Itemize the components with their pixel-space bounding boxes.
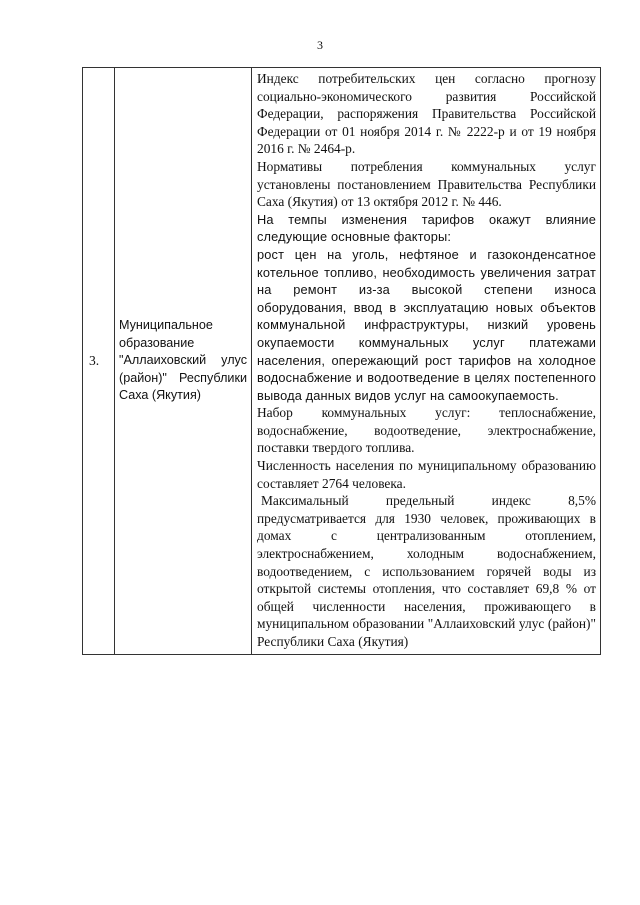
municipality-name: Муниципальное образование "Аллаиховский улус (район)" Республики Саха (Якутия) [119, 318, 247, 403]
paragraph-norms: Нормативы потребления коммунальных услуг установлены постановлением Правительства Республики Саха (Якутия) от 13 октября 2012 г. № 446. [257, 158, 596, 210]
paragraph-cpi: Индекс потребительских цен согласно прогнозу социально-экономического развития Российской Федерации, распоряжения Правительства Российской Федерации от 01 ноября 2014 г. № 2222-р и от 19 ноября 2016 г. № 2464-р. [257, 71, 596, 157]
paragraph-population: Численность населения по муниципальному образованию составляет 2764 человека. [257, 458, 596, 491]
tariff-table [82, 67, 601, 655]
paragraph-max-index: Максимальный предельный индекс 8,5% предусматривается для 1930 человек, проживающих в домах с централизованным отоплением, электроснабжением, холодным водоснабжением, водоотведением, с использованием горячей воды из открытой системы отопления, что составляет 69,8 % от общей численности населения, проживающего в муниципальном образовании "Аллаиховский улус (район)" Республики Саха (Якутия) [257, 493, 596, 649]
paragraph-services: Набор коммунальных услуг: теплоснабжение, водоснабжение, водоотведение, электроснабжение, поставки твердого топлива. [257, 405, 596, 456]
page-number: 3 [317, 38, 323, 52]
municipality-cell [115, 68, 252, 655]
table-row [83, 68, 601, 655]
row-number: 3. [83, 68, 115, 655]
paragraph-factors: рост цен на уголь, нефтяное и газоконденсатное котельное топливо, необходимость увеличения затрат на ремонт из-за высокой степени износа оборудования, ввод в эксплуатацию новых объектов коммунальной инфраструктуры, низкий уровень окупаемости коммунальных услуг платежами населения, опережающий рост тарифов на холодное водоснабжение и водоотведение в целях постепенного вывода данных видов услуг на самоокупаемость. [257, 246, 596, 403]
description-cell [252, 68, 601, 655]
paragraph-factors-intro: На темпы изменения тарифов окажут влияние следующие основные факторы: [257, 211, 596, 245]
